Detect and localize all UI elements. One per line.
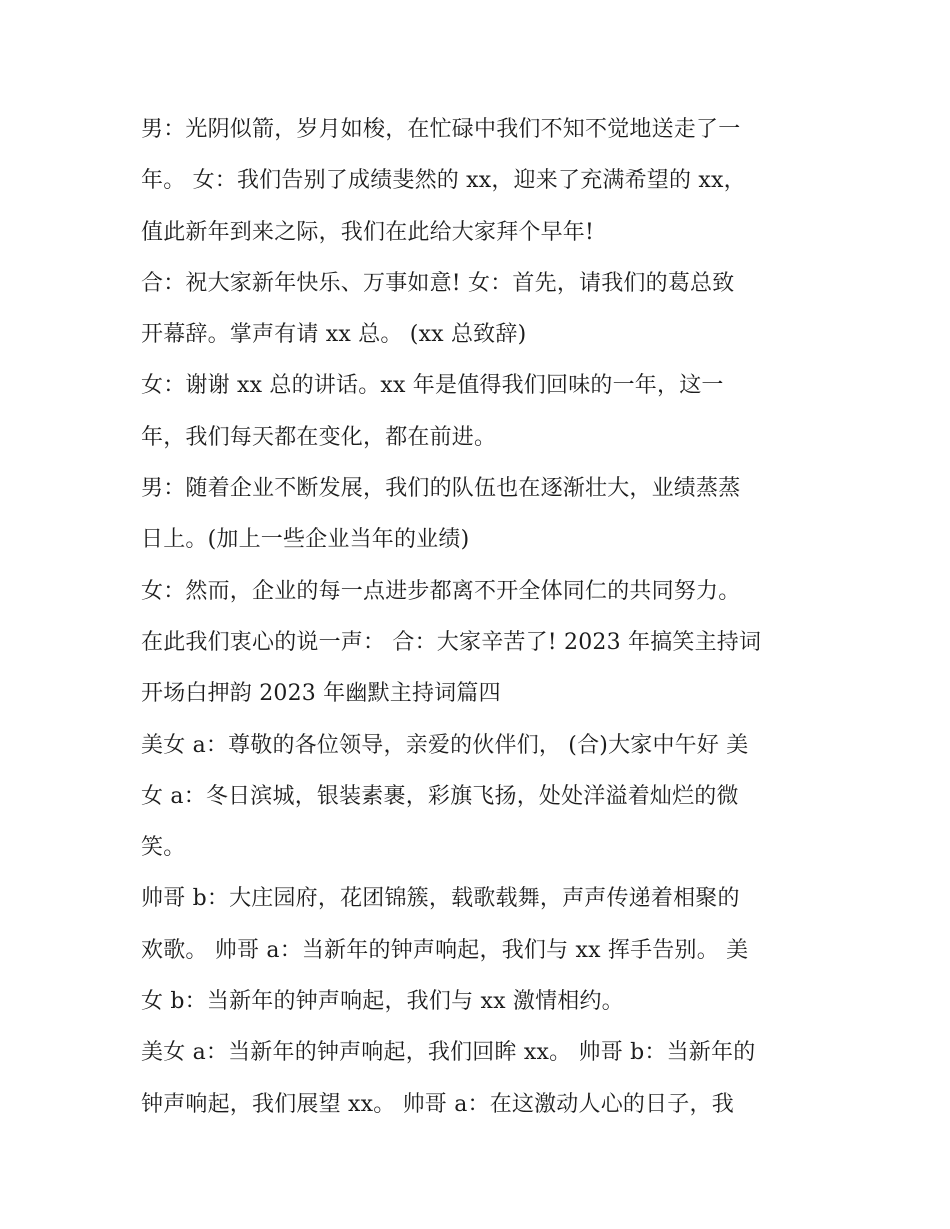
text-line: 在此我们衷心的说一声： 合：大家辛苦了! 2023 年搞笑主持词: [141, 629, 762, 655]
text-line: 开幕辞。掌声有请 xx 总。 (xx 总致辞): [141, 322, 527, 348]
text-line: 女：然而，企业的每一点进步都离不开全体同仁的共同努力。: [141, 578, 741, 604]
text-line: 女 b：当新年的钟声响起，我们与 xx 激情相约。: [141, 989, 624, 1015]
text-line: 女 a：冬日滨城，银装素裹，彩旗飞扬，处处洋溢着灿烂的微: [141, 783, 739, 809]
text-line: 合：祝大家新年快乐、万事如意! 女：首先，请我们的葛总致: [141, 270, 735, 296]
text-line: 美女 a：尊敬的各位领导，亲爱的伙伴们， (合)大家中午好 美: [141, 732, 749, 758]
text-line: 男：光阴似箭，岁月如梭，在忙碌中我们不知不觉地送走了一: [141, 117, 741, 142]
document-body: [141, 108, 821, 1134]
text-line: 笑。: [141, 835, 186, 861]
text-line: 开场白押韵 2023 年幽默主持词篇四: [141, 681, 501, 707]
text-line: 女：谢谢 xx 总的讲话。xx 年是值得我们回味的一年，这一: [141, 373, 724, 399]
text-line: 值此新年到来之际，我们在此给大家拜个早年!: [141, 219, 595, 245]
text-line: 年，我们每天都在变化，都在前进。: [141, 424, 497, 450]
text-line: 年。 女：我们告别了成绩斐然的 xx，迎来了充满希望的 xx，: [141, 168, 746, 194]
text-line: 美女 a：当新年的钟声响起，我们回眸 xx。 帅哥 b：当新年的: [141, 1040, 756, 1066]
text-line: 欢歌。 帅哥 a：当新年的钟声响起，我们与 xx 挥手告别。 美: [141, 937, 749, 963]
text-line: 钟声响起，我们展望 xx。 帅哥 a：在这激动人心的日子，我: [141, 1091, 734, 1117]
text-line: 帅哥 b：大庄园府，花团锦簇，载歌载舞，声声传递着相聚的: [141, 886, 740, 912]
text-line: 男：随着企业不断发展，我们的队伍也在逐渐壮大，业绩蒸蒸: [141, 476, 741, 502]
text-line: 日上。(加上一些企业当年的业绩): [141, 527, 470, 553]
